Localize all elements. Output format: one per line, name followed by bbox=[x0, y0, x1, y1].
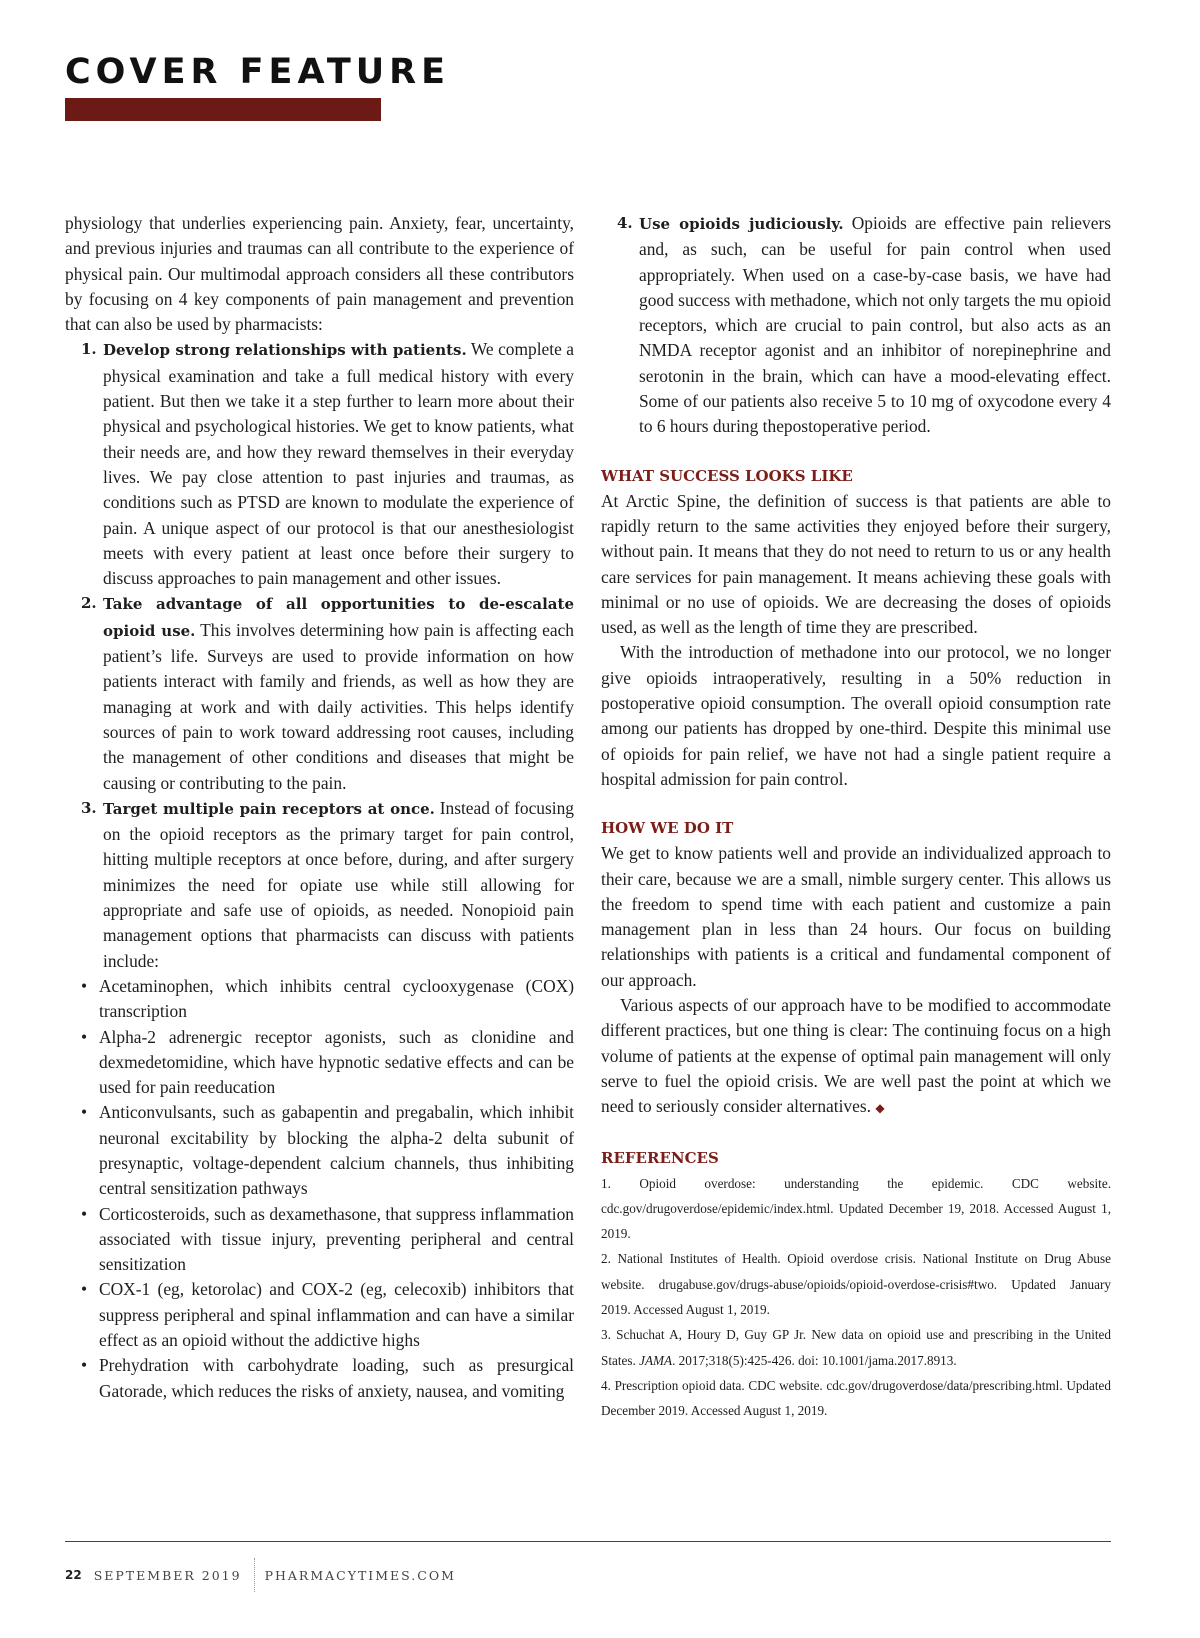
reference-text: 3. Schuchat A, Houry D, Guy GP Jr. New data on opioid use and prescribing in the United States. bbox=[601, 1327, 1111, 1368]
bullet-icon: • bbox=[81, 1102, 88, 1123]
header-accent-bar bbox=[65, 98, 381, 121]
page-footer bbox=[65, 1558, 456, 1592]
page-number: 22 bbox=[65, 1568, 82, 1582]
bullet-item bbox=[65, 1277, 574, 1353]
list-item bbox=[65, 591, 574, 795]
how-paragraph-1: We get to know patients well and provide an individualized approach to their care, because we are a small, nimble surgery center. This allows us the freedom to spend time with each patient and customize a pain management plan in less than 24 hours. Our focus on building relationships with patients is a critical and fundamental component of our approach. bbox=[601, 843, 1111, 990]
success-paragraph-2: With the introduction of methadone into our protocol, we no longer give opioids intraoperatively, resulting in a 50% reduction in postoperative opioid consumption. The overall opioid consumption rate among our patients has dropped by one-third. Despite this minimal use of opioids for pain relief, we have not had a single patient require a hospital admission for pain control. bbox=[601, 642, 1111, 789]
footer-divider bbox=[254, 1558, 255, 1592]
bullet-text: Acetaminophen, which inhibits central cyclooxygenase (COX) transcription bbox=[99, 975, 574, 1022]
references-list bbox=[601, 1171, 1111, 1424]
bullet-icon: • bbox=[81, 1355, 88, 1376]
item-lead: Take advantage of all opportunities to de-escalate opioid use. bbox=[103, 595, 574, 640]
item-text: Opioids are effective pain relievers and, as such, can be useful for pain control when used appropriately. When used on a case-by-case basis, we have had good success with methadone, which not only targets the mu opioid receptors, which are crucial to pain control, but also acts as an NMDA receptor agonist and an inhibitor of norepinephrine and serotonin in the brain, which can have a mood-elevating effect. Some of our patients also receive 5 to 10 mg of oxycodone every 4 to 6 hours during thepostoperative period. bbox=[639, 213, 1111, 437]
components-list-continued bbox=[601, 211, 1111, 440]
components-list bbox=[65, 337, 574, 973]
bullet-text: Anticonvulsants, such as gabapentin and pregabalin, which inhibit neuronal excitability by blocking the alpha-2 delta subunit of presynaptic, voltage-dependent calcium channels, thus inhibiting central sensitization pathways bbox=[99, 1102, 574, 1199]
bullet-text: Corticosteroids, such as dexamethasone, that suppress inflammation associated with tissue injury, preventing peripheral and central sensitization bbox=[99, 1203, 574, 1275]
reference-item: 4. Prescription opioid data. CDC website. cdc.gov/drugoverdose/data/prescribing.html. Updated December 2019. Accessed August 1, 2019. bbox=[601, 1377, 1111, 1419]
item-number: 2. bbox=[81, 594, 97, 613]
bullet-text: Alpha-2 adrenergic receptor agonists, such as clonidine and dexmedetomidine, which have hypnotic sedative effects and can be used for pain reeducation bbox=[99, 1026, 574, 1098]
bullet-item bbox=[65, 1202, 574, 1278]
item-text: Instead of focusing on the opioid receptors as the primary target for pain control, hitting multiple receptors at once before, during, and after surgery minimizes the need for opiate use while still allowing for appropriate and safe use of opioids, as needed. Nonopioid pain management options that pharmacists can discuss with patients include: bbox=[103, 797, 574, 971]
section-heading-how: HOW WE DO IT bbox=[601, 819, 734, 838]
reference-item: 1. Opioid overdose: understanding the epidemic. CDC website. cdc.gov/drugoverdose/epidemic/index.html. Updated December 19, 2018. Accessed August 1, 2019. bbox=[601, 1175, 1111, 1242]
end-mark-icon: ◆ bbox=[875, 1101, 885, 1116]
bullet-text: COX-1 (eg, ketorolac) and COX-2 (eg, celecoxib) inhibitors that suppress peripheral and spinal inflammation and can have a similar effect as an opioid without the addictive highs bbox=[99, 1279, 574, 1351]
bullet-icon: • bbox=[81, 1279, 88, 1300]
item-text: We complete a physical examination and take a full medical history with every patient. But then we take it a step further to learn more about their physical and psychological histories. We get to know patients, what their needs are, and how they reward themselves in their everyday lives. We pay close attention to past injuries and traumas, as conditions such as PTSD are known to modulate the experience of pain. A unique aspect of our protocol is that our anesthesiologist meets with every patient at least once before their surgery to discuss approaches to pain management and other issues. bbox=[103, 339, 574, 589]
list-item bbox=[65, 337, 574, 591]
section-title: COVER FEATURE bbox=[65, 52, 450, 92]
left-column bbox=[65, 211, 574, 1404]
list-item bbox=[601, 211, 1111, 440]
intro-paragraph: physiology that underlies experiencing pain. Anxiety, fear, uncertainty, and previous injuries and traumas can all contribute to the experience of physical pain. Our multimodal approach considers all these contributors by focusing on 4 key components of pain management and prevention that can also be used by pharmacists: bbox=[65, 213, 574, 335]
bullet-item bbox=[65, 1025, 574, 1101]
bullet-text: Prehydration with carbohydrate loading, such as presurgical Gatorade, which reduces the risks of anxiety, nausea, and vomiting bbox=[99, 1355, 574, 1401]
site-name: PHARMACYTIMES.COM bbox=[264, 1567, 456, 1583]
reference-text: . 2017;318(5):425-426. doi: 10.1001/jama.2017.8913. bbox=[672, 1352, 957, 1368]
list-item bbox=[65, 796, 574, 974]
how-paragraph-2 bbox=[601, 993, 1111, 1121]
right-column bbox=[601, 211, 1111, 1423]
section-heading-success: WHAT SUCCESS LOOKS LIKE bbox=[601, 466, 853, 485]
bullet-icon: • bbox=[81, 1203, 88, 1224]
item-lead: Develop strong relationships with patients. bbox=[103, 341, 467, 360]
bullet-icon: • bbox=[81, 1026, 88, 1047]
page-header bbox=[65, 52, 450, 121]
how-paragraph-2-text: Various aspects of our approach have to be modified to accommodate different practices, but one thing is clear: The continuing focus on a high volume of patients at the expense of optimal pain management will only serve to fuel the opioid crisis. We are well past the point at which we need to seriously consider alternatives. bbox=[601, 995, 1111, 1117]
reference-item: 2. National Institutes of Health. Opioid overdose crisis. National Institute on Drug Abuse website. drugabuse.gov/drugs-abuse/opioids/opioid-overdose-crisis#two. Updated January 2019. Accessed August 1, 2019. bbox=[601, 1251, 1111, 1317]
bullet-item bbox=[65, 974, 574, 1025]
bullet-icon: • bbox=[81, 975, 88, 996]
reference-item bbox=[601, 1322, 1111, 1373]
item-number: 3. bbox=[81, 798, 97, 817]
issue-date: SEPTEMBER 2019 bbox=[93, 1567, 242, 1583]
item-lead: Target multiple pain receptors at once. bbox=[103, 799, 435, 818]
success-paragraph-1: At Arctic Spine, the definition of success is that patients are able to rapidly return to the same activities they enjoyed before their surgery, without pain. It means that they do not need to return to us or any health care services for pain management. It means achieving these goals with minimal or no use of opioids. We are decreasing the doses of opioids used, as well as the length of time they are prescribed. bbox=[601, 490, 1111, 638]
section-heading-references: REFERENCES bbox=[601, 1148, 719, 1167]
bullet-item bbox=[65, 1353, 574, 1404]
item-lead: Use opioids judiciously. bbox=[639, 215, 844, 233]
journal-name: JAMA bbox=[639, 1352, 673, 1368]
nonopioid-options-list bbox=[65, 974, 574, 1404]
item-text: This involves determining how pain is affecting each patient’s life. Surveys are used to provide information on how patients interact with family and friends, as well as how they are managing at work and with daily activities. This helps identify sources of pain to work toward addressing root causes, including the management of other conditions and diseases that might be causing or contributing to the pain. bbox=[103, 619, 574, 793]
footer-rule bbox=[65, 1541, 1111, 1542]
item-number: 1. bbox=[81, 340, 97, 359]
bullet-item bbox=[65, 1100, 574, 1201]
item-number: 4. bbox=[617, 214, 633, 232]
